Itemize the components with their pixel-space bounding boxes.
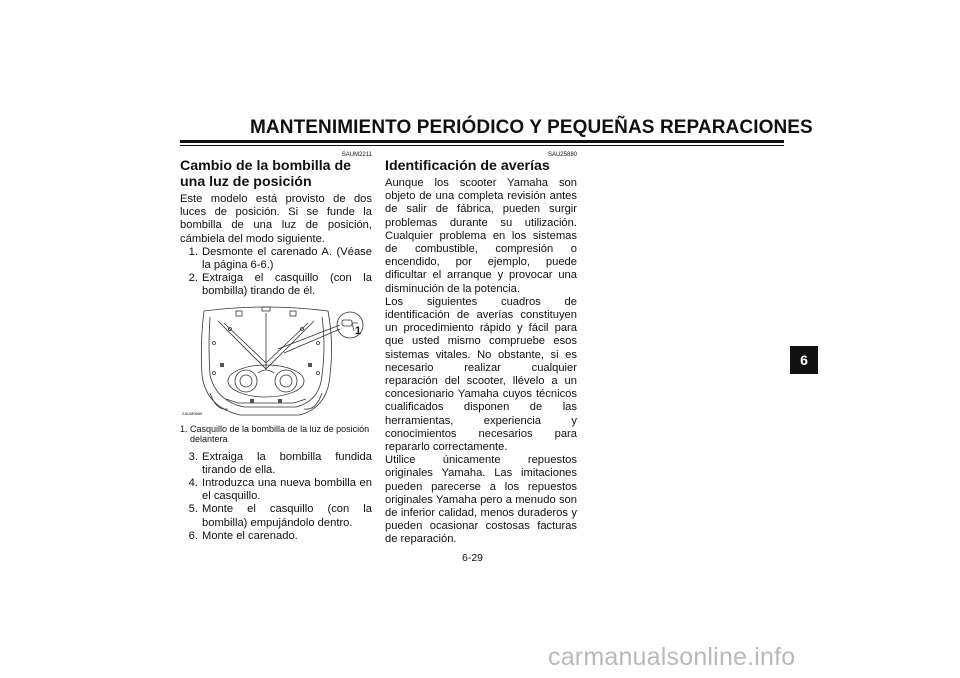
right-paragraph: Aunque los scooter Yamaha son objeto de una completa revisión antes de salir de fábrica, pueden surgir problemas durante su utilización. Cualquier problema en los sistemas de combustible, compresión o encendido, por ejemplo, puede dificultar el arranque y provocar una disminución de la potencia. [385, 177, 577, 295]
watermark-link[interactable]: carmanualsonline.info [548, 643, 796, 671]
step-number: 1. [188, 245, 198, 258]
right-paragraph: Los siguientes cuadros de identificación de averías constituyen un procedimiento rápido y fácil para que usted mismo compruebe esos sistemas vitales. No obstante, si es necesario realizar cualquier reparación del scooter, llévelo a un concesionario Yamaha cuyos técnicos cualificados disponen de las herramientas, experiencia y conocimientos necesarios para repararlo correctamente. [385, 295, 577, 454]
step-text: Monte el carenado. [202, 529, 298, 542]
page-number: 6-29 [462, 552, 484, 564]
page-header-title: MANTENIMIENTO PERIÓDICO Y PEQUEÑAS REPARACIONES [250, 117, 813, 138]
caption-text: Casquillo de la bombilla de la luz de posición delantera [190, 423, 370, 445]
left-section-heading: Cambio de la bombilla de una luz de posición [180, 158, 352, 190]
step-item [180, 530, 372, 543]
header-rule-thin [180, 145, 784, 146]
left-section-intro: Este modelo está provisto de dos luces de posición. Si se funde la bombilla de una luz de posición, cámbiela del modo siguiente. [180, 193, 372, 245]
step-item [180, 503, 372, 529]
step-number: 5. [188, 503, 198, 516]
step-text: Monte el casquillo (con la bombilla) empujándolo dentro. [202, 503, 372, 529]
step-text: Extraiga el casquillo (con la bombilla) tirando de él. [202, 272, 372, 298]
step-number: 2. [188, 272, 198, 285]
step-number: 3. [188, 450, 198, 463]
step-item [180, 272, 372, 298]
step-text: Introduzca una nueva bombilla en el casquillo. [202, 477, 372, 503]
step-text: Extraiga la bombilla fundida tirando de ella. [202, 450, 372, 476]
figure-code: ZAUM0680 [182, 410, 203, 416]
figure-callout-number: 1 [355, 324, 362, 337]
step-number: 6. [188, 529, 198, 542]
right-column [385, 158, 577, 547]
step-text: Desmonte el carenado A. (Véase la página 6-6.) [202, 245, 372, 272]
left-column [180, 158, 372, 543]
right-section-code: SAU25880 [547, 152, 577, 158]
caption-number: 1. [180, 423, 188, 434]
step-item [180, 477, 372, 503]
front-cowling-illustration [180, 303, 372, 421]
left-section-code: SAUM2211 [341, 152, 372, 158]
header-rule-thick [180, 140, 784, 143]
step-item [180, 246, 372, 272]
step-number: 4. [188, 477, 198, 490]
right-section-heading: Identificación de averías [385, 158, 550, 174]
step-item [180, 451, 372, 477]
figure-caption [180, 424, 372, 445]
chapter-tab: 6 [790, 346, 818, 374]
headlight-figure [180, 303, 372, 421]
right-paragraph: Utilice únicamente repuestos originales Yamaha. Las imitaciones pueden parecerse a los repuestos originales Yamaha pero a menudo son de inferior calidad, menos duraderos y pueden ocasionar costosas facturas de reparación. [385, 454, 577, 546]
